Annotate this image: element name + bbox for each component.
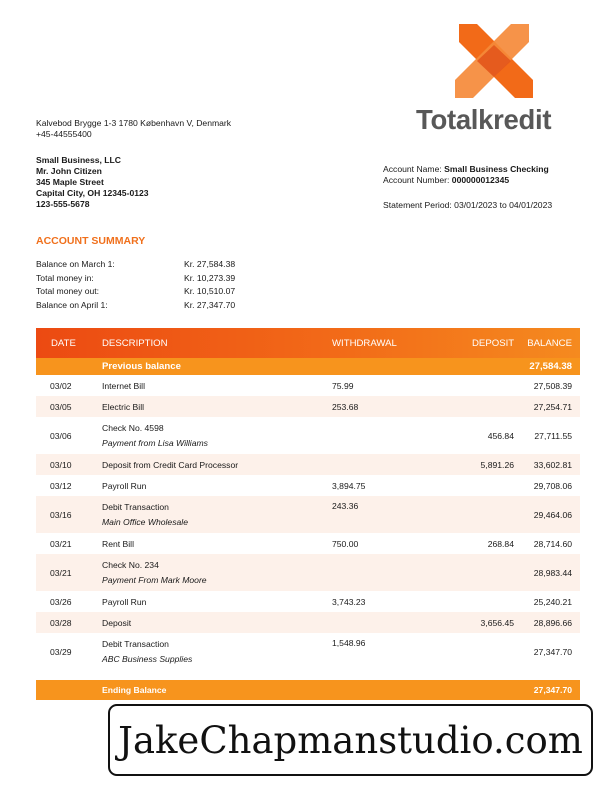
row-date: 03/21 xyxy=(50,538,72,549)
row-withdrawal: 3,894.75 xyxy=(332,480,366,491)
row-description xyxy=(102,539,332,549)
row-description-sub: Payment From Mark Moore xyxy=(102,575,207,585)
row-balance: 27,254.71 xyxy=(533,401,572,412)
row-date: 03/05 xyxy=(50,401,72,412)
totalkredit-logo-icon xyxy=(455,24,533,98)
summary-value: Kr. 27,584.38 xyxy=(184,259,236,269)
row-description xyxy=(102,460,332,470)
row-description xyxy=(102,639,332,664)
summary-row xyxy=(36,299,235,313)
row-description-main: Internet Bill xyxy=(102,380,145,391)
table-row xyxy=(36,396,580,417)
table-row xyxy=(36,633,580,670)
table-row xyxy=(36,591,580,612)
row-description xyxy=(102,381,332,391)
row-withdrawal: 750.00 xyxy=(332,538,359,549)
summary-value: Kr. 27,347.70 xyxy=(184,299,236,310)
row-description-main: Payroll Run xyxy=(102,480,147,491)
summary-table xyxy=(36,258,235,312)
account-name-value: Small Business Checking xyxy=(444,164,549,174)
row-deposit: 268.84 xyxy=(487,538,514,549)
ending-balance-label: Ending Balance xyxy=(102,685,167,695)
ending-balance-value: 27,347.70 xyxy=(533,685,572,695)
summary-label: Total money out: xyxy=(36,286,100,296)
row-withdrawal: 75.99 xyxy=(332,380,354,391)
row-description-main: Electric Bill xyxy=(102,401,145,412)
row-withdrawal: 1,548.96 xyxy=(332,638,366,648)
row-description xyxy=(102,597,332,607)
row-description-main: Deposit from Credit Card Processor xyxy=(102,459,239,470)
table-row xyxy=(36,496,580,533)
row-description-sub: Payment from Lisa Williams xyxy=(102,438,208,448)
table-row xyxy=(36,554,580,591)
table-row xyxy=(36,375,580,396)
row-description xyxy=(102,560,332,585)
summary-label: Total money in: xyxy=(36,272,94,283)
statement-period: Statement Period: 03/01/2023 to 04/01/2023 xyxy=(383,200,553,210)
row-date: 03/21 xyxy=(50,567,72,578)
row-description xyxy=(102,502,332,527)
bank-address-line: Kalvebod Brygge 1-3 1780 København V, Denmark xyxy=(36,118,232,128)
row-balance: 28,714.60 xyxy=(533,538,572,549)
row-description xyxy=(102,423,332,448)
bank-phone: +45-44555400 xyxy=(36,129,92,139)
row-withdrawal: 3,743.23 xyxy=(332,596,366,607)
row-description-main: Deposit xyxy=(102,617,132,628)
transactions-table xyxy=(36,328,580,700)
row-description-main: Rent Bill xyxy=(102,538,134,549)
row-description-main: Debit Transaction xyxy=(102,502,169,512)
row-balance: 27,711.55 xyxy=(534,430,572,441)
previous-balance-value: 27,584.38 xyxy=(529,361,572,372)
summary-row xyxy=(36,285,235,299)
row-balance: 29,464.06 xyxy=(533,509,572,520)
row-balance: 29,708.06 xyxy=(533,480,572,491)
row-description xyxy=(102,618,332,628)
summary-label: Balance on March 1: xyxy=(36,259,115,269)
summary-row xyxy=(36,272,235,286)
row-date: 03/06 xyxy=(50,430,72,441)
previous-balance-row xyxy=(36,358,580,375)
row-date: 03/26 xyxy=(50,596,72,607)
brand-name: Totalkredit xyxy=(416,104,552,135)
row-date: 03/28 xyxy=(50,617,72,628)
row-balance: 33,602.81 xyxy=(533,459,572,470)
header-deposit: DEPOSIT xyxy=(472,337,515,349)
row-withdrawal: 243.36 xyxy=(332,501,359,511)
bank-address xyxy=(36,118,231,140)
header-date: DATE xyxy=(51,337,76,349)
ending-balance-row xyxy=(36,680,580,700)
watermark: JakeChapmanstudio.com xyxy=(108,704,593,776)
summary-row xyxy=(36,258,235,272)
row-withdrawal xyxy=(332,554,442,559)
row-date: 03/29 xyxy=(50,646,72,657)
summary-title: ACCOUNT SUMMARY xyxy=(36,235,146,247)
row-description-sub: ABC Business Supplies xyxy=(102,654,193,664)
header-balance: BALANCE xyxy=(527,337,572,349)
table-row xyxy=(36,454,580,475)
row-description-sub: Main Office Wholesale xyxy=(102,517,188,527)
client-address xyxy=(36,155,149,210)
row-balance: 28,983.44 xyxy=(533,567,572,578)
client-company: Small Business, LLC xyxy=(36,155,122,165)
row-description xyxy=(102,481,332,491)
transactions-body xyxy=(36,375,580,670)
row-deposit: 456.84 xyxy=(487,430,514,441)
row-description-main: Payroll Run xyxy=(102,596,147,607)
account-info xyxy=(383,164,549,186)
row-date: 03/10 xyxy=(50,459,72,470)
client-city: Capital City, OH 12345-0123 xyxy=(36,188,149,198)
header-withdrawal: WITHDRAWAL xyxy=(332,337,397,349)
account-name-label: Account Name: xyxy=(383,164,442,174)
table-header xyxy=(36,328,580,358)
row-description-main: Check No. 234 xyxy=(102,560,159,570)
account-number-value: 000000012345 xyxy=(451,175,510,185)
row-description-main: Debit Transaction xyxy=(102,639,169,649)
row-description xyxy=(102,402,332,412)
client-phone: 123-555-5678 xyxy=(36,199,90,209)
row-description-main: Check No. 4598 xyxy=(102,423,164,433)
summary-label: Balance on April 1: xyxy=(36,299,108,310)
row-withdrawal xyxy=(332,417,442,422)
row-balance: 28,896.66 xyxy=(533,617,572,628)
summary-value: Kr. 10,510.07 xyxy=(184,286,236,296)
table-row xyxy=(36,533,580,554)
header-description: DESCRIPTION xyxy=(102,337,168,349)
client-name: Mr. John Citizen xyxy=(36,166,102,176)
row-withdrawal: 253.68 xyxy=(332,401,359,412)
row-deposit: 3,656.45 xyxy=(480,617,514,628)
row-date: 03/02 xyxy=(50,380,72,391)
row-balance: 25,240.21 xyxy=(533,596,572,607)
row-date: 03/12 xyxy=(50,480,72,491)
row-date: 03/16 xyxy=(50,509,72,520)
row-balance: 27,508.39 xyxy=(533,380,572,391)
table-row xyxy=(36,417,580,454)
account-number-label: Account Number: xyxy=(383,175,450,185)
summary-value: Kr. 10,273.39 xyxy=(184,272,236,283)
previous-balance-label: Previous balance xyxy=(102,361,181,372)
row-deposit: 5,891.26 xyxy=(480,459,514,470)
table-row xyxy=(36,612,580,633)
client-street: 345 Maple Street xyxy=(36,177,104,187)
row-balance: 27,347.70 xyxy=(533,646,572,657)
table-row xyxy=(36,475,580,496)
